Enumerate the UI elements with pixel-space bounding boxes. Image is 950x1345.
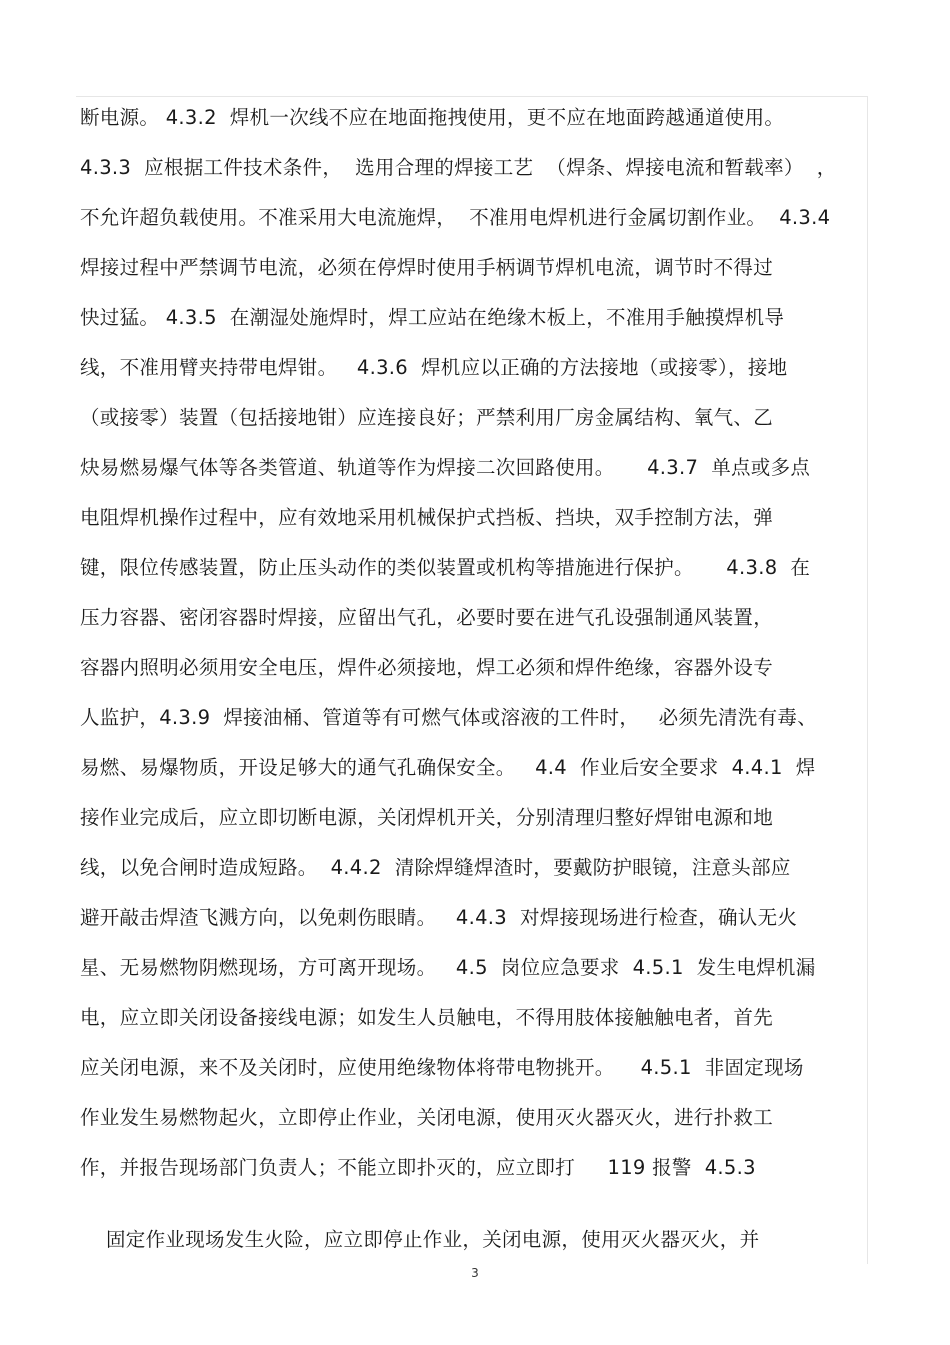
text-line: 作业发生易燃物起火，立即停止作业，关闭电源，使用灭火器灭火，进行扑救工	[80, 1106, 774, 1129]
text-line: 人监护，4.3.9 焊接油桶、管道等有可燃气体或溶液的工件时， 必须先清洗有毒、	[80, 706, 818, 729]
text-line: 接作业完成后，应立即切断电源，关闭焊机开关，分别清理归整好焊钳电源和地	[80, 806, 774, 829]
text-line: 炔易燃易爆气体等各类管道、轨道等作为焊接二次回路使用。 4.3.7 单点或多点	[80, 456, 811, 479]
text-line: 应关闭电源，来不及关闭时，应使用绝缘物体将带电物挑开。 4.5.1 非固定现场	[80, 1056, 804, 1079]
text-line: 星、无易燃物阴燃现场，方可离开现场。 4.5 岗位应急要求 4.5.1 发生电焊机漏	[80, 956, 816, 979]
text-line: 容器内照明必须用安全电压，焊件必须接地，焊工必须和焊件绝缘，容器外设专	[80, 656, 774, 679]
text-line: 易燃、易爆物质，开设足够大的通气孔确保安全。 4.4 作业后安全要求 4.4.1 焊	[80, 756, 816, 779]
text-line: 断电源。 4.3.2 焊机一次线不应在地面拖拽使用，更不应在地面跨越通道使用。	[80, 106, 785, 129]
text-line: 避开敲击焊渣飞溅方向，以免刺伤眼睛。 4.4.3 对焊接现场进行检查，确认无火	[80, 906, 798, 929]
page-number: 3	[471, 1266, 479, 1280]
text-line: 4.3.3 应根据工件技术条件， 选用合理的焊接工艺 （焊条、焊接电流和暂载率） ，	[80, 156, 837, 179]
text-line: 快过猛。 4.3.5 在潮湿处施焊时，焊工应站在绝缘木板上，不准用手触摸焊机导	[80, 306, 785, 329]
text-line: 焊接过程中严禁调节电流，必须在停焊时使用手柄调节焊机电流，调节时不得过	[80, 256, 774, 279]
text-line: 线，不准用臂夹持带电焊钳。 4.3.6 焊机应以正确的方法接地（或接零），接地	[80, 356, 788, 379]
text-line: 电，应立即关闭设备接线电源；如发生人员触电，不得用肢体接触触电者，首先	[80, 1006, 774, 1029]
text-line: 固定作业现场发生火险，应立即停止作业，关闭电源，使用灭火器灭火，并	[80, 1228, 760, 1251]
text-line: 作，并报告现场部门负责人；不能立即扑灭的，应立即打 119 报警 4.5.3	[80, 1156, 756, 1179]
text-line: （或接零）装置（包括接地钳）应连接良好；严禁利用厂房金属结构、氧气、乙	[80, 406, 774, 429]
text-line: 压力容器、密闭容器时焊接，应留出气孔，必要时要在进气孔设强制通风装置，	[80, 606, 774, 629]
text-line: 线，以免合闸时造成短路。 4.4.2 清除焊缝焊渣时，要戴防护眼镜，注意头部应	[80, 856, 791, 879]
text-line: 不允许超负载使用。不准采用大电流施焊， 不准用电焊机进行金属切割作业。 4.3.4	[80, 206, 831, 229]
text-line: 键，限位传感装置，防止压头动作的类似装置或机构等措施进行保护。 4.3.8 在	[80, 556, 811, 579]
text-line: 电阻焊机操作过程中，应有效地采用机械保护式挡板、挡块，双手控制方法，弹	[80, 506, 774, 529]
